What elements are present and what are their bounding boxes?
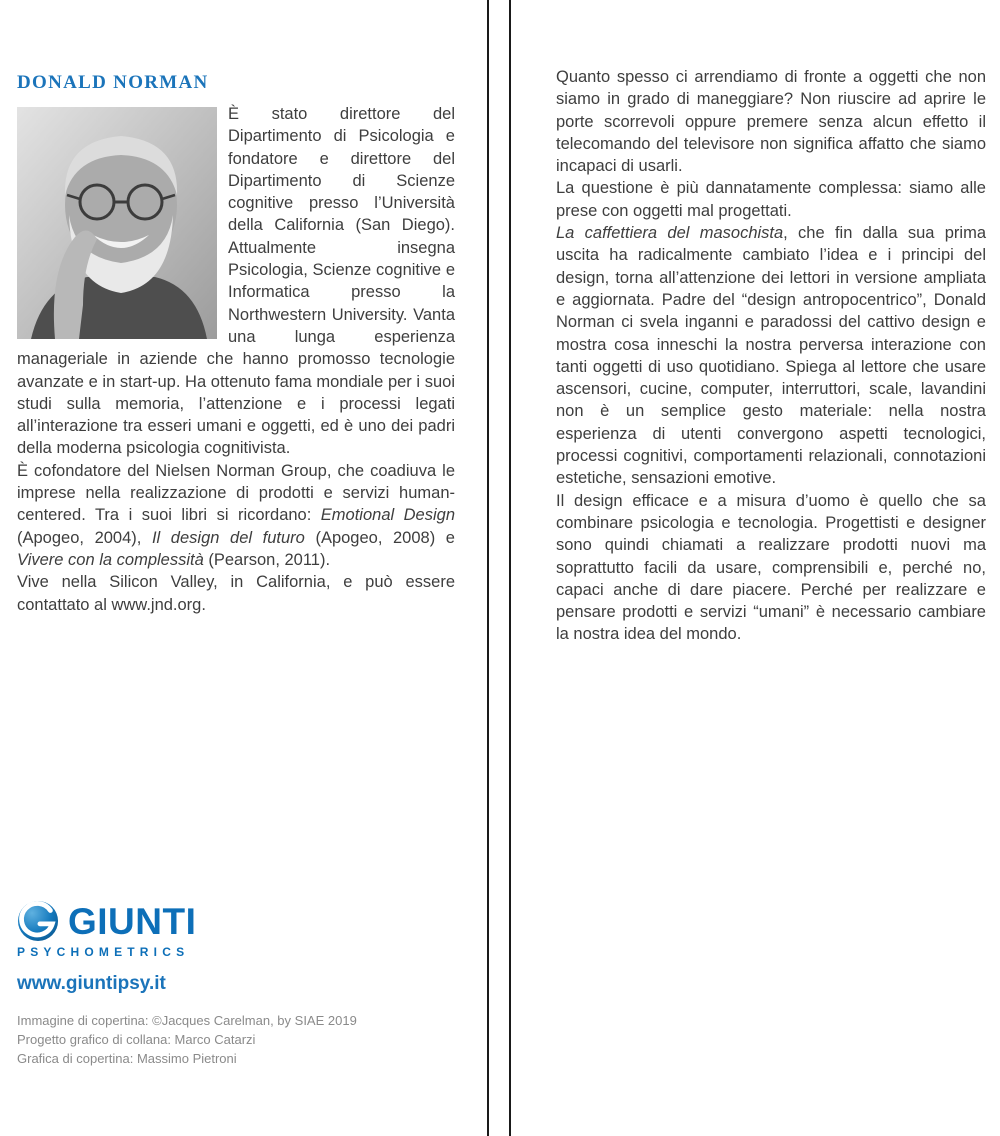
publisher-logo-subtitle: PSYCHOMETRICS bbox=[17, 945, 190, 959]
book-title-caffettiera-del-masochista: La caffettiera del masochista bbox=[556, 224, 784, 243]
description-paragraph-3 bbox=[556, 222, 986, 490]
publisher-logo bbox=[17, 900, 455, 942]
author-name-heading: DONALD NORMAN bbox=[17, 72, 209, 93]
publisher-block bbox=[17, 900, 455, 1068]
description-paragraph-4: Il design efficace e a misura d’uomo è quello che sa combinare psicologia e tecnologia. Progettisti e designer sono quindi chiamati a realizzare prodotti nuovi ma soprattutto facili da usare, comprensibili e, perché no, capaci anche di dare piacere. Perché per realizzare e pensare prodotti e servizi “umani” è necessario cambiare la nostra idea del mondo. bbox=[556, 491, 986, 644]
book-title-design-del-futuro: Il design del futuro bbox=[151, 528, 305, 547]
author-photo bbox=[17, 107, 217, 339]
credits-block bbox=[17, 1011, 455, 1068]
publisher-website-url: www.giuntipsy.it bbox=[17, 973, 166, 994]
left-flap bbox=[17, 0, 455, 1136]
credit-line-series-design: Progetto grafico di collana: Marco Catarzi bbox=[17, 1032, 256, 1047]
bio-paragraph-1: È stato direttore del Dipartimento di Psicologia e fondatore e direttore del Dipartimento di Scienze cognitive presso l’Università della California (San Diego). Attualmente insegna Psicologia, Scienze cognitive e Informatica presso la Northwestern University. Vanta una lunga esperienza manageriale in aziende che hanno promosso tecnologie avanzate e in start-up. Ha ottenuto fama mondiale per i suoi studi sulla memoria, l’attenzione e i processi legati all’interazione tra esseri umani e oggetti, ed è uno dei padri della moderna psicologia cognitivista. bbox=[17, 105, 455, 458]
description-paragraph-1: Quanto spesso ci arrendiamo di fronte a oggetti che non siamo in grado di maneggiare? Non riuscire ad aprire le porte scorrevoli oppure premere senza alcun effetto il telecomando del televisore non significa affatto che siamo incapaci di usarli. bbox=[556, 68, 986, 176]
fold-line-left bbox=[487, 0, 489, 1136]
book-title-emotional-design: Emotional Design bbox=[320, 506, 455, 525]
right-flap bbox=[556, 0, 986, 646]
description-paragraph-2: La questione è più dannatamente complessa: siamo alle prese con oggetti mal progettati. bbox=[556, 179, 986, 220]
portrait-illustration bbox=[17, 107, 217, 339]
description-text-segment: , che fin dalla sua prima uscita ha radicalmente cambiato l’idea e i principi del design, torna all’attenzione dei lettori in versione ampliata e aggiornata. Padre del “design antropocentrico”, Donald Norman ci svela inganni e paradossi del cattivo design e mostra cosa inneschi la nostra perversa interazione con tanti oggetti di uso quotidiano. Spiega al lettore che usare ascensori, cucine, computer, interruttori, scale, lavandini non è un semplice gesto materiale: nella nostra esperienza di utenti convergono aspetti tecnologici, processi cognitivi, comportamenti relazionali, connotazioni estetiche, sensazioni emotive. bbox=[556, 224, 986, 488]
bio-text-segment: (Pearson, 2011). bbox=[203, 550, 331, 569]
bio-text-segment: (Apogeo, 2004), bbox=[17, 528, 152, 547]
giunti-sphere-icon bbox=[17, 900, 59, 942]
book-title-vivere-con-la-complessita: Vivere con la complessità bbox=[17, 550, 204, 569]
bio-paragraph-2 bbox=[17, 460, 455, 571]
bio-text-segment: È cofondatore del Nielsen Norman Group, che coadiuva le imprese nella realizzazione di prodotti e servizi human-centered. Tra i suoi libri si ricordano: bbox=[17, 461, 455, 525]
bio-paragraph-3: Vive nella Silicon Valley, in California, e può essere contattato al www.jnd.org. bbox=[17, 573, 455, 614]
credit-line-cover-image: Immagine di copertina: ©Jacques Carelman, by SIAE 2019 bbox=[17, 1013, 357, 1028]
bio-text-segment: (Apogeo, 2008) e bbox=[304, 528, 455, 547]
publisher-logo-text: GIUNTI bbox=[68, 900, 197, 942]
fold-line-right bbox=[509, 0, 511, 1136]
author-bio bbox=[17, 103, 455, 616]
credit-line-cover-design: Grafica di copertina: Massimo Pietroni bbox=[17, 1051, 237, 1066]
